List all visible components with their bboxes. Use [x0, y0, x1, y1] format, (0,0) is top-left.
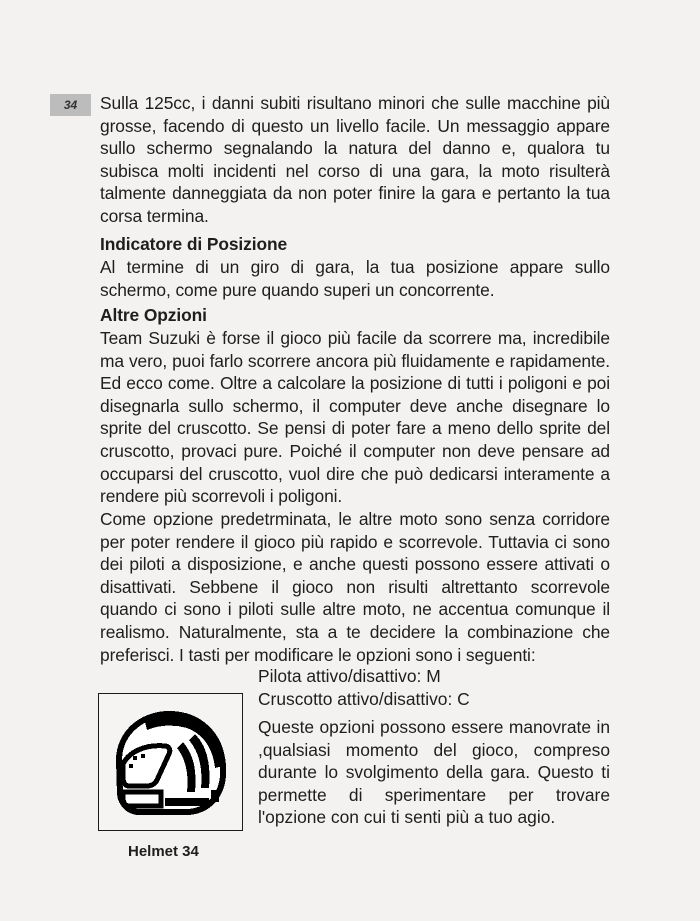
- closing-paragraph: [258, 716, 610, 829]
- intro-text: Sulla 125cc, i danni subiti risultano minori che sulle macchine più grosse, facendo di questo un livello facile. Un messaggio appare sullo schermo segnalando la natura del danno e, qualora tu subisca molti incidenti nel corso di una gara, la moto risulterà talmente danneggiata da non poter finire la gara e pertanto la tua corsa termina.: [100, 93, 610, 226]
- position-text: Al termine di un giro di gara, la tua posizione appare sullo schermo, come pure quando superi un concorrente.: [100, 257, 610, 300]
- options-text: Team Suzuki è forse il gioco più facile da scorrere ma, incredibile ma vero, puoi farlo scorrere ancora più fluidamente e rapidamente. Ed ecco come. Oltre a calcolare la posizione di tutti i poligoni e poi disegnarla sullo schermo, il computer deve anche disegnare lo sprite del cruscotto. Se pensi di poter fare a meno dello sprite del cruscotto, provaci pure. Poiché il computer non deve pensare ad occuparsi del cruscotto, vuol dire che può dedicarsi interamente a rendere più scorrevoli i poligoni.: [100, 328, 610, 507]
- key-item-dashboard: Cruscotto attivo/disattivo: C: [258, 688, 470, 709]
- helmet-figure: [98, 693, 243, 831]
- options-heading: Altre Opzioni: [100, 305, 207, 325]
- options-section-heading-wrap: [100, 304, 610, 327]
- figure-caption: Helmet 34: [128, 843, 199, 860]
- key-list: [258, 665, 470, 710]
- position-heading: Indicatore di Posizione: [100, 234, 288, 254]
- default-options-section: [100, 508, 610, 666]
- page-number-badge: 34: [50, 94, 91, 116]
- key-item-pilot: Pilota attivo/disattivo: M: [258, 666, 441, 686]
- options-section: [100, 327, 610, 508]
- position-section-heading-wrap: [100, 233, 610, 256]
- position-section: [100, 256, 610, 301]
- closing-text: Queste opzioni possono essere manovrate in ,qualsiasi momento del gioco, compreso durante lo svolgimento della gara. Questo ti permette di sperimentare per trovare l'opzione con cui ti senti più a tuo agio.: [258, 717, 610, 828]
- helmet-icon: [99, 694, 242, 830]
- intro-paragraph: [100, 92, 610, 228]
- default-options-text: Come opzione predetrminata, le altre moto sono senza corridore per poter rendere il gioco più rapido e scorrevole. Tuttavia ci sono dei piloti a disposizione, e anche questi possono essere attivati o disattivati. Sebbene il gioco non risulti altrettanto scorrevole quando ci sono i piloti sulle altre moto, ne accentua comunque il realismo. Naturalmente, sta a te decidere la combinazione che preferisci. I tasti per modificare le opzioni sono i seguenti:: [100, 509, 610, 665]
